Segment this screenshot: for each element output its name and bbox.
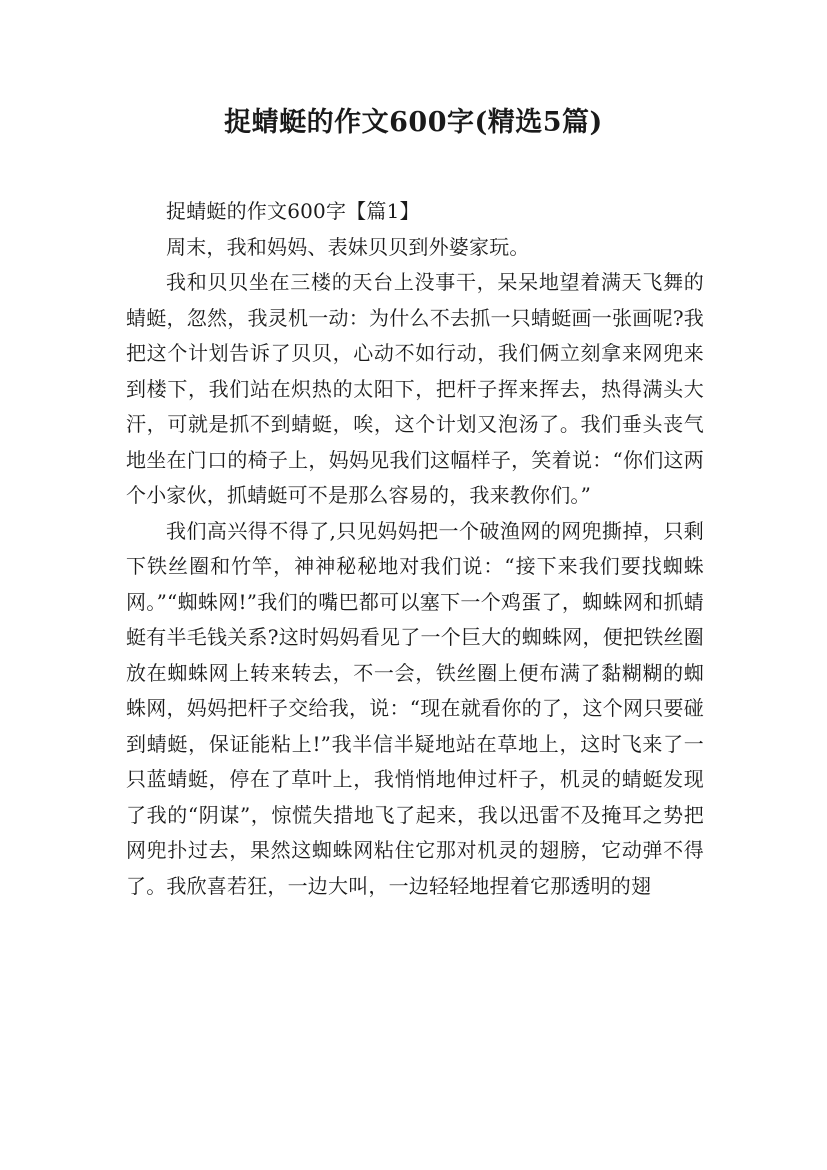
section-heading: 捉蜻蜓的作文600字【篇1】	[166, 199, 420, 223]
document-title: 捉蜻蜓的作文600字(精选5篇)	[224, 107, 603, 138]
paragraph: 周末，我和妈妈、表妹贝贝到外婆家玩。	[166, 234, 530, 259]
paragraph: 我和贝贝坐在三楼的天台上没事干，呆呆地望着满天飞舞的蜻蜓，忽然，我灵机一动：为什么不去抓一只蜻蜓画一张画呢?我把这个计划告诉了贝贝，心动不如行动，我们俩立刻拿来网兜来到楼下，我们站在炽热的太阳下，把杆子挥来挥去，热得满头大汗，可就是抓不到蜻蜓，唉，这个计划又泡汤了。我们垂头丧气地坐在门口的椅子上，妈妈见我们这幅样子，笑着说：“你们这两个小家伙，抓蜻蜓可不是那么容易的，我来教你们。”	[126, 270, 704, 507]
paragraph: 我们高兴得不得了,只见妈妈把一个破渔网的网兜撕掉，只剩下铁丝圈和竹竿，神神秘秘地对我们说：“接下来我们要找蜘蛛网。”“蜘蛛网!”我们的嘴巴都可以塞下一个鸡蛋了，蜘蛛网和抓蜻蜓有半毛钱关系?这时妈妈看见了一个巨大的蜘蛛网，便把铁丝圈放在蜘蛛网上转来转去，不一会，铁丝圈上便布满了黏糊糊的蜘蛛网，妈妈把杆子交给我，说：“现在就看你的了，这个网只要碰到蜻蜓，保证能粘上!”我半信半疑地站在草地上，这时飞来了一只蓝蜻蜓，停在了草叶上，我悄悄地伸过杆子，机灵的蜻蜓发现了我的“阴谋”，惊慌失措地飞了起来，我以迅雷不及掩耳之势把网兜扑过去，果然这蜘蛛网粘住它那对机灵的翅膀，它动弹不得了。我欣喜若狂，一边大叫，一边轻轻地捏着它那透明的翅	[126, 518, 704, 898]
document-body	[126, 194, 704, 904]
